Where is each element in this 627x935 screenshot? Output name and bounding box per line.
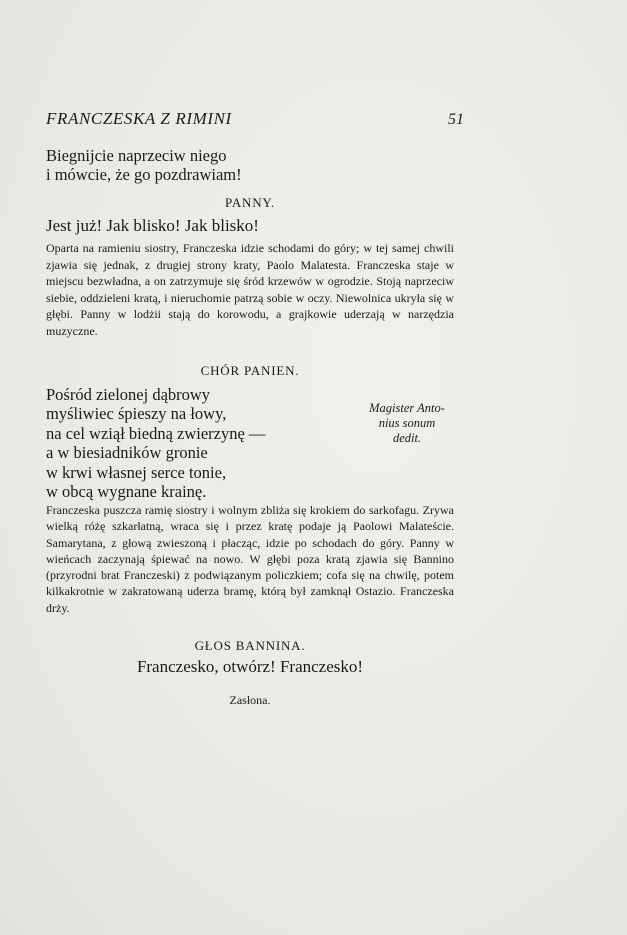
verse-opening	[46, 146, 454, 184]
verse-line: i mówcie, że go pozdrawiam!	[46, 165, 242, 184]
chorus-line: Pośród zielonej dąbrowy	[46, 385, 211, 404]
line-bannino: Franczesko, otwórz! Franczesko!	[136, 657, 364, 676]
running-title: FRANCZESKA Z RIMINI	[46, 109, 232, 128]
stage-direction-2: Franczeska puszcza ramię siostry i wolnym zbliża się krokiem do sarkofagu. Zrywa wielką różę szkarłatną, wraca się i przez kratę podaje ją Paolowi Malateście. Samarytana, z głową zwieszoną i płacząc, idzie po schodach do góry. Panny w wieńcach zaczynają śpiewać na nowo. W głębi poza kratą zjawia się Bannino (przyrodni brat Franczeski) z podwiązanym policzkiem; cofa się na chwilę, potem kilkakrotnie w zakratowaną uderza bramę, którą był zamknął Ostazio. Franczeska drży.	[46, 503, 454, 615]
chorus-line: na cel wziął biedną zwierzynę —	[46, 423, 266, 443]
marginal-note	[352, 401, 462, 446]
stage-direction-1: Oparta na ramieniu siostry, Franczeska idzie schodami do góry; w tej samej chwili zjawia się jednak, z drugiej strony kraty, Paolo Malatesta. Franczeska staje w miejscu bezwładna, a on zatrzymuje się śród krzewów w ogrodzie. Stoją naprzeciw siebie, oddzieleni kratą, i nieruchomie patrzą sobie w oczy. Niewolnica ukryła się w głębi. Panny w lodżii stają do korowodu, a grajkowie uderzają w narzędzia muzyczne.	[46, 241, 454, 338]
page-number: 51	[448, 111, 464, 128]
page-header	[46, 109, 464, 129]
chorus-line: myśliwiec śpieszy na łowy,	[46, 404, 227, 424]
chorus-line: a w biesiadników gronie	[46, 443, 208, 463]
chorus-verse	[46, 385, 346, 501]
marginal-note-line: nius sonum	[378, 416, 436, 430]
chorus-line: w obcą wygnane krainę.	[46, 482, 207, 502]
speaker-bannino: GŁOS BANNINA.	[194, 638, 306, 653]
curtain-note: Zasłona.	[229, 693, 271, 707]
speaker-panny: PANNY.	[225, 195, 275, 210]
marginal-note-line: dedit.	[392, 431, 422, 445]
verse-line: Biegnijcie naprzeciw niego	[46, 146, 227, 165]
line-panny: Jest już! Jak blisko! Jak blisko!	[46, 216, 259, 235]
marginal-note-line: Magister Anto-	[369, 401, 445, 415]
chorus-line: w krwi własnej serce tonie,	[46, 462, 227, 482]
speaker-chorus: CHÓR PANIEN.	[200, 363, 300, 378]
